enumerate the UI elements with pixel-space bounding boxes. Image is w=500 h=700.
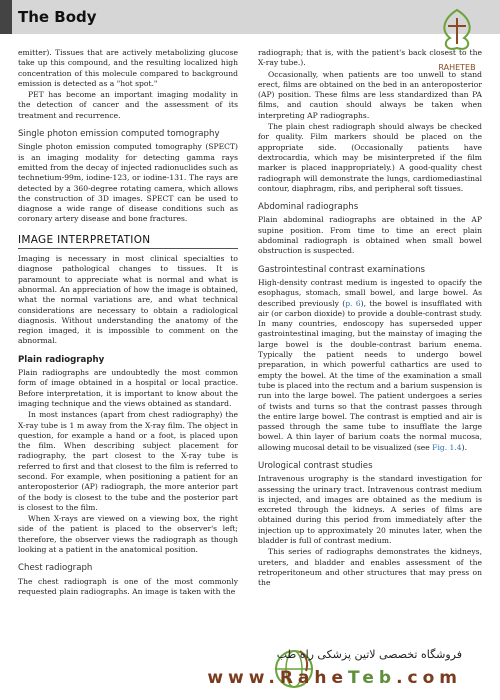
subheading-chest-radiograph: Chest radiograph <box>18 563 93 574</box>
paragraph: Plain abdominal radiographs are obtained in the AP supine position. From time to time an erect plain abdominal radiograph is obtained when small bowel obstruction is suspected. <box>258 215 482 256</box>
subheading-plain-radiography: Plain radiography <box>18 354 105 365</box>
header-tab-marker <box>0 0 12 34</box>
paragraph: Occasionally, when patients are too unwell to stand erect, films are obtained on the bed in an anteroposterior (AP) position. These films are less standardized than PA films, and caution should always be taken when interpreting AP radiographs. <box>258 69 482 120</box>
paragraph: Plain radiographs are undoubtedly the most common form of image obtained in a hospital or local practice. Before interpretation, it is important to know about the imaging technique and the views obtained as standard. <box>18 368 238 408</box>
watermark-url[interactable]: www.RaheTeb.com <box>207 668 462 688</box>
paragraph: This series of radiographs demonstrates the kidneys, ureters, and bladder and enables assessment of the retroperitoneum and other structures that may press on the <box>258 547 482 588</box>
subheading-urological-contrast: Urological contrast studies <box>258 460 373 471</box>
page-title: The Body <box>18 8 97 26</box>
paragraph: When X-rays are viewed on a viewing box, the right side of the patient is placed to the observer's left; therefore, the observer views the radiograph as though looking at a patient in the anatomical position. <box>18 514 238 555</box>
logo-text: RAHETEB <box>438 63 476 72</box>
subheading-spect: Single photon emission computed tomography <box>18 129 220 140</box>
paragraph: The chest radiograph is one of the most commonly requested plain radiographs. An image is taken with the <box>18 576 238 596</box>
paragraph: The plain chest radiograph should always be checked for quality. Film markers should be placed on the appropriate side. (Occasionally patients have dextrocardia, which may be misinterpreted if the film marker is placed inappropriately.) A good-quality chest radiograph will demonstrate the lungs, cardiomediastinal contour, diaphragm, ribs, and peripheral soft tissues. <box>258 122 482 193</box>
paragraph: Intravenous urography is the standard investigation for assessing the urinary tract. Intravenous contrast medium is injected, and images are obtained as the medium is excreted through the kidneys. A series of films are obtained during this period from immediately after the injection up to approximately 20 minutes later, when the bladder is full of contrast medium. <box>258 474 482 546</box>
subheading-gi-contrast: Gastrointestinal contrast examinations <box>258 264 426 275</box>
paragraph: PET has become an important imaging modality in the detection of cancer and the assessment of its treatment and recurrence. <box>18 90 238 120</box>
right-column <box>258 48 482 590</box>
paragraph: Imaging is necessary in most clinical specialties to diagnose pathological changes to tissues. It is paramount to appreciate what is normal and what is abnormal. An appreciation of how the image is obtained, what the normal variations are, and what technical considerations are necessary to obtain a radiological diagnosis. Without understanding the anatomy of the region imaged, it is impossible to comment on the abnormal. <box>18 254 238 346</box>
page-reference-link[interactable]: p. 6 <box>345 298 361 308</box>
left-column <box>18 48 238 598</box>
paragraph: Single photon emission computed tomography (SPECT) is an imaging modality for detecting gamma rays emitted from the decay of injected radionuclides such as technetium-99m, iodine-123, or iodine-131. The rays are detected by a 360-degree rotating camera, which allows the construction of 3D images. SPECT can be used to diagnose a wide range of disease conditions such as coronary artery disease and bone fractures. <box>18 142 238 224</box>
paragraph: High-density contrast medium is ingested to opacify the esophagus, stomach, small bowel, and large bowel. As described previously (p. 6), the bowel is insufflated with air (or carbon dioxide) to provide a double-contrast study. In many countries, endoscopy has superseded upper gastrointestinal imaging, but the mainstay of imaging the large bowel is the double-contrast barium enema. Typically the patient needs to undergo bowel preparation, in which powerful cathartics are used to empty the bowel. At the time of the examination a small tube is placed into the rectum and a barium suspension is run into the large bowel. The patient undergoes a series of twists and turns so that the contrast passes through the entire large bowel. The contrast is emptied and air is passed through the same tube to insufflate the large bowel. A thin layer of barium coats the normal mucosa, allowing mucosal detail to be visualized (see Fig. 1.4). <box>258 277 482 452</box>
subheading-abdominal-radiographs: Abdominal radiographs <box>258 202 359 213</box>
paragraph: In most instances (apart from chest radiography) the X-ray tube is 1 m away from the X-ray film. The object in question, for example a hand or a foot, is placed upon the film. When describing subject placement for radiography, the part closest to the X-ray tube is referred to first and that closest to the film is referred to second. For example, when positioning a patient for an anteroposterior (AP) radiograph, the more anterior part of the body is closest to the tube and the posterior part is closest to the film. <box>18 410 238 512</box>
figure-reference-link[interactable]: Fig. 1.4 <box>432 442 462 452</box>
paragraph: radiograph; that is, with the patient's back closest to the X-ray tube.). <box>258 48 482 68</box>
watermark-persian-text: فروشگاه تخصصی لاتین پزشکی راه طب <box>276 648 462 661</box>
watermark-footer <box>0 640 500 700</box>
section-heading-image-interpretation: IMAGE INTERPRETATION <box>18 235 238 249</box>
paragraph: emitter). Tissues that are actively metabolizing glucose take up this compound, and the resulting localized high concentration of this molecule compared to background emission is detected as a "hot spot." <box>18 48 238 88</box>
